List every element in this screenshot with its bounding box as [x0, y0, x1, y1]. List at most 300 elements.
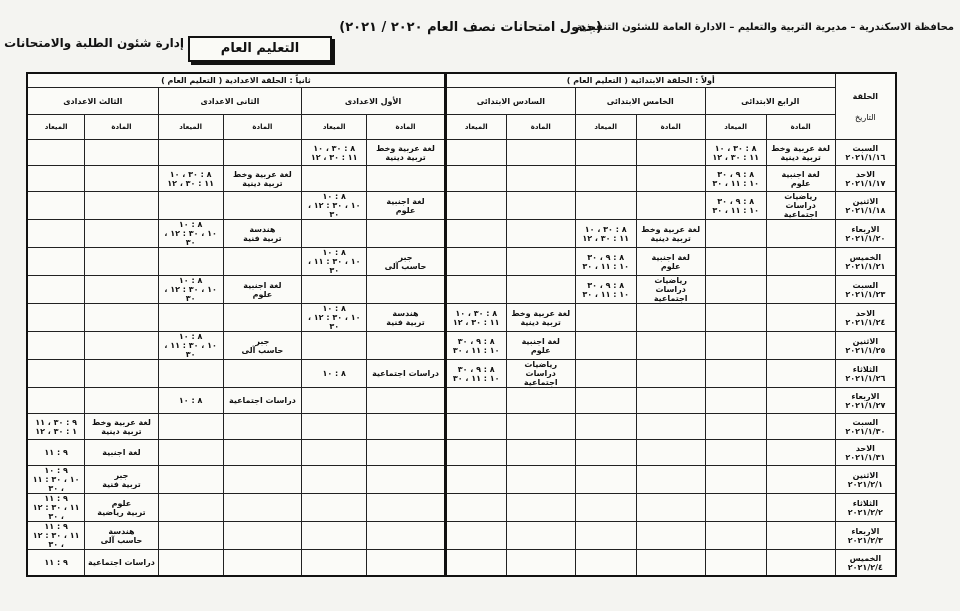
time-cell — [575, 466, 636, 494]
date-cell — [835, 466, 896, 494]
subject-text: رياضيات — [784, 192, 817, 201]
time-cell — [27, 332, 85, 360]
time-cell — [575, 248, 636, 276]
subject-text: لغة اجنبية — [651, 252, 690, 262]
subject-cell — [367, 192, 446, 220]
time-cell — [27, 166, 85, 192]
time-cell — [302, 466, 367, 494]
subject-column-header: المادة — [766, 115, 835, 140]
subject-cell — [636, 388, 705, 414]
time-cell — [302, 276, 367, 304]
date-cell — [835, 414, 896, 440]
time-text: ٨ : ٩ ، ٣٠ — [717, 169, 755, 179]
time-cell — [302, 494, 367, 522]
subject-text: تربية دينية — [780, 152, 821, 162]
time-cell — [302, 166, 367, 192]
time-cell — [705, 494, 766, 522]
header-primary-stage: أولاً : الحلقة الابتدائية ( التعليم العام ) — [445, 73, 835, 88]
time-cell — [302, 414, 367, 440]
subject-column-header: المادة — [506, 115, 575, 140]
time-column-header: الميعاد — [705, 115, 766, 140]
time-column-header: الميعاد — [27, 115, 85, 140]
subject-cell — [367, 248, 446, 276]
time-text: ١١ : ٣٠ ، ١٢ — [167, 178, 214, 188]
time-cell — [445, 276, 506, 304]
subject-cell — [506, 166, 575, 192]
date-cell — [835, 332, 896, 360]
time-cell — [158, 248, 223, 276]
time-cell — [27, 466, 85, 494]
subject-cell — [766, 332, 835, 360]
date-cell — [835, 440, 896, 466]
subject-text: لغة عربية وخط — [641, 224, 701, 234]
exam-date: ٢٠٢١/١/٣٠ — [845, 426, 886, 436]
time-cell — [445, 248, 506, 276]
time-cell — [27, 522, 85, 550]
subject-cell — [367, 494, 446, 522]
subject-text: تربية دينية — [101, 426, 142, 436]
subject-text: تربية دينية — [650, 233, 691, 243]
time-cell — [575, 440, 636, 466]
time-cell — [158, 276, 223, 304]
exam-date: ٢٠٢١/٢/٤ — [847, 562, 883, 572]
subject-cell — [85, 494, 158, 522]
subject-text: لغة اجنبية — [521, 336, 560, 346]
day-name: الاربعاء — [851, 526, 880, 536]
exam-date: ٢٠٢١/١/٢٣ — [845, 289, 886, 299]
day-name: السبت — [852, 280, 879, 290]
subject-text: جبر — [398, 252, 413, 262]
time-cell — [445, 388, 506, 414]
subject-text: دراسات اجتماعية — [783, 201, 818, 219]
subject-cell — [766, 440, 835, 466]
day-name: الاثنين — [852, 470, 879, 480]
time-cell — [575, 388, 636, 414]
subject-cell — [367, 522, 446, 550]
exam-date: ٢٠٢١/١/٢٠ — [845, 233, 886, 243]
time-text: ٨ : ٩ ، ٣٠ — [587, 280, 625, 290]
day-name: الثلاثاء — [852, 364, 878, 374]
subject-cell — [636, 140, 705, 166]
subject-cell — [223, 220, 302, 248]
time-cell — [575, 414, 636, 440]
day-name: الاحد — [855, 443, 875, 453]
time-text: ٩ : ١١ — [44, 448, 68, 457]
exam-date: ٢٠٢١/٢/٣ — [847, 535, 883, 545]
subject-text: علوم — [790, 178, 811, 188]
time-cell — [445, 466, 506, 494]
subject-cell — [766, 360, 835, 388]
subject-text: تربية فنية — [243, 233, 282, 243]
subject-cell — [506, 360, 575, 388]
subject-cell — [223, 248, 302, 276]
date-cell — [835, 276, 896, 304]
schedule-row — [27, 360, 896, 388]
date-cell — [835, 220, 896, 248]
time-text: ٨ : ١٠ — [322, 192, 346, 201]
subject-cell — [223, 304, 302, 332]
subject-text: لغة عربية وخط — [771, 143, 831, 153]
subject-text: جبر — [255, 336, 270, 346]
subject-cell — [506, 304, 575, 332]
subject-cell — [223, 550, 302, 577]
subject-text: تربية دينية — [242, 178, 283, 188]
time-cell — [575, 494, 636, 522]
time-cell — [158, 550, 223, 577]
time-text: ١٠ ، ٣٠ : ١١ ، ٣٠ — [164, 341, 217, 359]
day-name: الخميس — [849, 553, 882, 563]
subject-cell — [766, 220, 835, 248]
subject-text: لغة عربية وخط — [376, 143, 435, 153]
subject-cell — [223, 360, 302, 388]
time-text: ٨ : ١٠ — [178, 220, 203, 229]
date-cell — [835, 550, 896, 577]
time-cell — [575, 166, 636, 192]
time-column-header: الميعاد — [158, 115, 223, 140]
subject-cell — [85, 248, 158, 276]
date-cell — [835, 248, 896, 276]
time-cell — [158, 304, 223, 332]
subject-cell — [367, 550, 446, 577]
grade-header: الأول الاعدادى — [302, 88, 446, 115]
subject-text: علوم — [252, 289, 273, 299]
schedule-row — [27, 276, 896, 304]
subject-cell — [223, 494, 302, 522]
subject-text: علوم — [395, 205, 416, 215]
date-cell — [835, 494, 896, 522]
subject-text: علوم — [111, 498, 132, 508]
subject-cell — [85, 466, 158, 494]
time-cell — [705, 550, 766, 577]
time-column-header: الميعاد — [302, 115, 367, 140]
schedule-row — [27, 248, 896, 276]
time-cell — [158, 414, 223, 440]
subject-cell — [223, 332, 302, 360]
day-name: الاربعاء — [851, 224, 880, 234]
time-cell — [302, 140, 367, 166]
subject-text: هندسة — [249, 224, 276, 234]
time-cell — [27, 550, 85, 577]
subject-text: تربية فنية — [386, 317, 425, 327]
time-text: ١٠ : ١١ ، ٣٠ — [712, 178, 759, 188]
subject-cell — [636, 414, 705, 440]
time-cell — [158, 494, 223, 522]
time-cell — [705, 440, 766, 466]
time-cell — [158, 360, 223, 388]
time-cell — [445, 140, 506, 166]
subject-cell — [766, 140, 835, 166]
subject-cell — [367, 414, 446, 440]
schedule-row — [27, 166, 896, 192]
subject-cell — [506, 140, 575, 166]
subject-text: تربية دينية — [520, 317, 561, 327]
time-cell — [575, 304, 636, 332]
time-text: ٨ : ٩ ، ٣٠ — [457, 336, 495, 346]
subject-text: تربية دينية — [385, 152, 426, 162]
subject-cell — [367, 332, 446, 360]
subject-cell — [223, 440, 302, 466]
subject-cell — [636, 220, 705, 248]
time-cell — [705, 192, 766, 220]
time-cell — [302, 220, 367, 248]
header-preparatory-stage: ثانياً : الحلقة الاعدادية ( التعليم العام ) — [27, 73, 445, 88]
subject-cell — [223, 522, 302, 550]
subject-text: رياضيات — [524, 360, 558, 369]
exam-schedule-table — [26, 72, 897, 577]
time-text: ١١ ، ٣٠ : ١٢ ، ٣٠ — [32, 503, 80, 521]
subject-cell — [766, 166, 835, 192]
subject-cell — [223, 414, 302, 440]
subject-cell — [367, 276, 446, 304]
time-text: ١٠ ، ٣٠ : ١٢ ، ٣٠ — [307, 313, 361, 331]
subject-text: لغة اجنبية — [102, 448, 141, 457]
subject-cell — [636, 166, 705, 192]
time-cell — [445, 550, 506, 577]
grade-header: الثانى الاعدادى — [158, 88, 302, 115]
time-cell — [575, 220, 636, 248]
day-name: السبت — [852, 143, 879, 153]
time-text: ١١ ، ٣٠ : ١٢ ، ٣٠ — [32, 531, 80, 549]
subject-cell — [367, 304, 446, 332]
time-cell — [445, 440, 506, 466]
schedule-row — [27, 550, 896, 577]
day-name: الخميس — [849, 252, 882, 262]
subject-column-header: المادة — [85, 115, 158, 140]
time-cell — [575, 276, 636, 304]
schedule-row — [27, 140, 896, 166]
time-cell — [27, 248, 85, 276]
date-cell — [835, 522, 896, 550]
time-cell — [27, 140, 85, 166]
subject-cell — [636, 192, 705, 220]
subject-cell — [766, 550, 835, 577]
subject-cell — [506, 276, 575, 304]
subject-cell — [766, 304, 835, 332]
time-text: ١١ : ٣٠ ، ١٢ — [582, 233, 630, 243]
subject-cell — [85, 360, 158, 388]
time-cell — [445, 332, 506, 360]
time-cell — [575, 140, 636, 166]
time-text: ٨ : ٩ ، ٣٠ — [587, 252, 625, 262]
time-text: ١٠ : ١١ ، ٣٠ — [452, 345, 500, 355]
header-date-column: الحلقة التاريخ — [835, 73, 896, 140]
subject-text: لغة اجنبية — [386, 196, 425, 206]
subject-cell — [367, 220, 446, 248]
time-cell — [705, 466, 766, 494]
exam-date: ٢٠٢١/١/١٨ — [845, 205, 886, 215]
subject-cell — [223, 140, 302, 166]
time-text: ٩ : ١١ — [44, 494, 68, 503]
subject-cell — [766, 522, 835, 550]
subject-cell — [766, 276, 835, 304]
subject-cell — [506, 248, 575, 276]
subject-text: لغة اجنبية — [243, 280, 282, 290]
subject-column-header: المادة — [223, 115, 302, 140]
time-text: ١١ : ٣٠ ، ١٢ — [310, 152, 358, 162]
time-text: ٩ : ١٠ — [44, 466, 68, 475]
time-text: ٨ : ١٠ — [322, 304, 346, 313]
subject-text: تربية رياضية — [97, 507, 146, 517]
subject-cell — [85, 414, 158, 440]
subject-cell — [506, 332, 575, 360]
time-text: ١ : ٣٠ ، ١٢ — [35, 426, 78, 436]
time-cell — [158, 440, 223, 466]
time-cell — [158, 388, 223, 414]
date-cell — [835, 360, 896, 388]
time-cell — [158, 220, 223, 248]
subject-cell — [636, 304, 705, 332]
subject-cell — [85, 192, 158, 220]
time-cell — [575, 360, 636, 388]
time-cell — [302, 440, 367, 466]
grade-header: السادس الابتدائى — [445, 88, 575, 115]
subject-text: لغة عربية وخط — [511, 308, 571, 318]
time-cell — [302, 388, 367, 414]
time-text: ٨ : ١٠ — [178, 276, 203, 285]
schedule-row — [27, 522, 896, 550]
time-text: ٨ : ١٠ — [322, 369, 346, 378]
day-name: الاربعاء — [851, 391, 880, 401]
time-cell — [705, 166, 766, 192]
subject-text: هندسة — [392, 308, 419, 318]
subject-cell — [506, 414, 575, 440]
subject-cell — [367, 388, 446, 414]
subject-cell — [506, 440, 575, 466]
subject-text: دراسات اجتماعية — [88, 558, 155, 567]
time-cell — [302, 550, 367, 577]
time-cell — [705, 388, 766, 414]
authority-line: محافظة الاسكندرية – مديرية التربية والتعليم – الادارة العامة للشئون التنفيذية — [576, 22, 954, 33]
subject-text: دراسات اجتماعية — [653, 285, 688, 303]
subject-cell — [85, 440, 158, 466]
page-title: (جدول امتحانات نصف العام ٢٠٢٠ / ٢٠٢١) — [339, 20, 602, 35]
subject-cell — [766, 192, 835, 220]
time-text: ٨ : ٣٠ ، ١٠ — [584, 224, 627, 234]
schedule-row — [27, 414, 896, 440]
time-cell — [445, 360, 506, 388]
time-cell — [158, 166, 223, 192]
subject-text: لغة اجنبية — [781, 169, 820, 179]
subject-cell — [636, 522, 705, 550]
exam-date: ٢٠٢١/١/٢١ — [845, 261, 886, 271]
time-cell — [445, 414, 506, 440]
subject-cell — [223, 388, 302, 414]
time-text: ٨ : ٣٠ ، ١٠ — [455, 308, 498, 318]
subject-text: علوم — [660, 261, 681, 271]
subject-cell — [367, 466, 446, 494]
subject-cell — [636, 494, 705, 522]
subject-cell — [367, 140, 446, 166]
subject-cell — [636, 550, 705, 577]
subject-cell — [223, 166, 302, 192]
subject-cell — [85, 522, 158, 550]
subject-cell — [506, 388, 575, 414]
subject-cell — [85, 332, 158, 360]
time-text: ١٠ ، ٣٠ : ١٢ ، ٣٠ — [164, 229, 217, 247]
time-cell — [705, 522, 766, 550]
time-cell — [445, 220, 506, 248]
subject-text: لغة عربية وخط — [92, 417, 151, 427]
day-name: الاثنين — [852, 336, 879, 346]
exam-date: ٢٠٢١/٢/١ — [847, 479, 883, 489]
time-text: ١٠ ، ٣٠ : ١٢ ، ٣٠ — [307, 201, 361, 219]
subject-cell — [223, 466, 302, 494]
day-name: الاحد — [855, 169, 875, 179]
exam-date: ٢٠٢١/١/٢٥ — [845, 345, 886, 355]
subject-cell — [85, 388, 158, 414]
subject-cell — [506, 494, 575, 522]
time-cell — [445, 522, 506, 550]
subject-cell — [506, 550, 575, 577]
subject-cell — [766, 494, 835, 522]
subject-cell — [636, 248, 705, 276]
exam-date: ٢٠٢١/١/٢٦ — [845, 373, 886, 383]
time-cell — [705, 414, 766, 440]
subject-cell — [85, 140, 158, 166]
time-cell — [445, 192, 506, 220]
subject-cell — [367, 360, 446, 388]
grade-header: الثالث الاعدادى — [27, 88, 158, 115]
time-cell — [705, 276, 766, 304]
time-cell — [575, 522, 636, 550]
subject-cell — [85, 550, 158, 577]
exam-date: ٢٠٢١/١/١٦ — [845, 152, 886, 162]
time-text: ١٠ ، ٣٠ : ١٢ ، ٣٠ — [164, 285, 217, 303]
time-cell — [302, 360, 367, 388]
time-cell — [27, 360, 85, 388]
schedule-row — [27, 466, 896, 494]
time-text: ٨ : ٣٠ ، ١٠ — [313, 143, 356, 153]
time-text: ٨ : ١٠ — [322, 248, 346, 257]
time-text: ٨ : ٩ ، ٣٠ — [717, 196, 755, 206]
time-cell — [158, 466, 223, 494]
subject-cell — [766, 248, 835, 276]
time-cell — [302, 304, 367, 332]
day-name: الثلاثاء — [852, 498, 878, 508]
subject-text: تربية فنية — [102, 479, 141, 489]
subject-text: حاسب آلى — [100, 535, 143, 545]
time-column-header: الميعاد — [445, 115, 506, 140]
time-cell — [705, 220, 766, 248]
schedule-row — [27, 304, 896, 332]
time-cell — [445, 494, 506, 522]
date-cell — [835, 304, 896, 332]
subject-text: حاسب آلى — [384, 261, 427, 271]
time-cell — [575, 192, 636, 220]
subject-cell — [367, 166, 446, 192]
subject-text: رياضيات — [654, 276, 687, 285]
subject-text: هندسة — [108, 526, 135, 536]
department-line: إدارة شئون الطلبة والامتحانات — [4, 36, 184, 50]
date-cell — [835, 166, 896, 192]
time-text: ٨ : ٣٠ ، ١٠ — [714, 143, 757, 153]
subject-cell — [636, 360, 705, 388]
exam-date: ٢٠٢١/١/٢٧ — [845, 400, 886, 410]
page-header — [0, 0, 960, 66]
time-cell — [27, 414, 85, 440]
time-cell — [302, 522, 367, 550]
grade-header: الخامس الابتدائى — [575, 88, 705, 115]
date-cell — [835, 388, 896, 414]
subject-cell — [367, 440, 446, 466]
time-cell — [27, 276, 85, 304]
time-cell — [27, 388, 85, 414]
subject-cell — [506, 220, 575, 248]
time-cell — [27, 192, 85, 220]
subject-cell — [506, 192, 575, 220]
subject-cell — [766, 466, 835, 494]
time-text: ٩ : ١١ — [44, 522, 68, 531]
